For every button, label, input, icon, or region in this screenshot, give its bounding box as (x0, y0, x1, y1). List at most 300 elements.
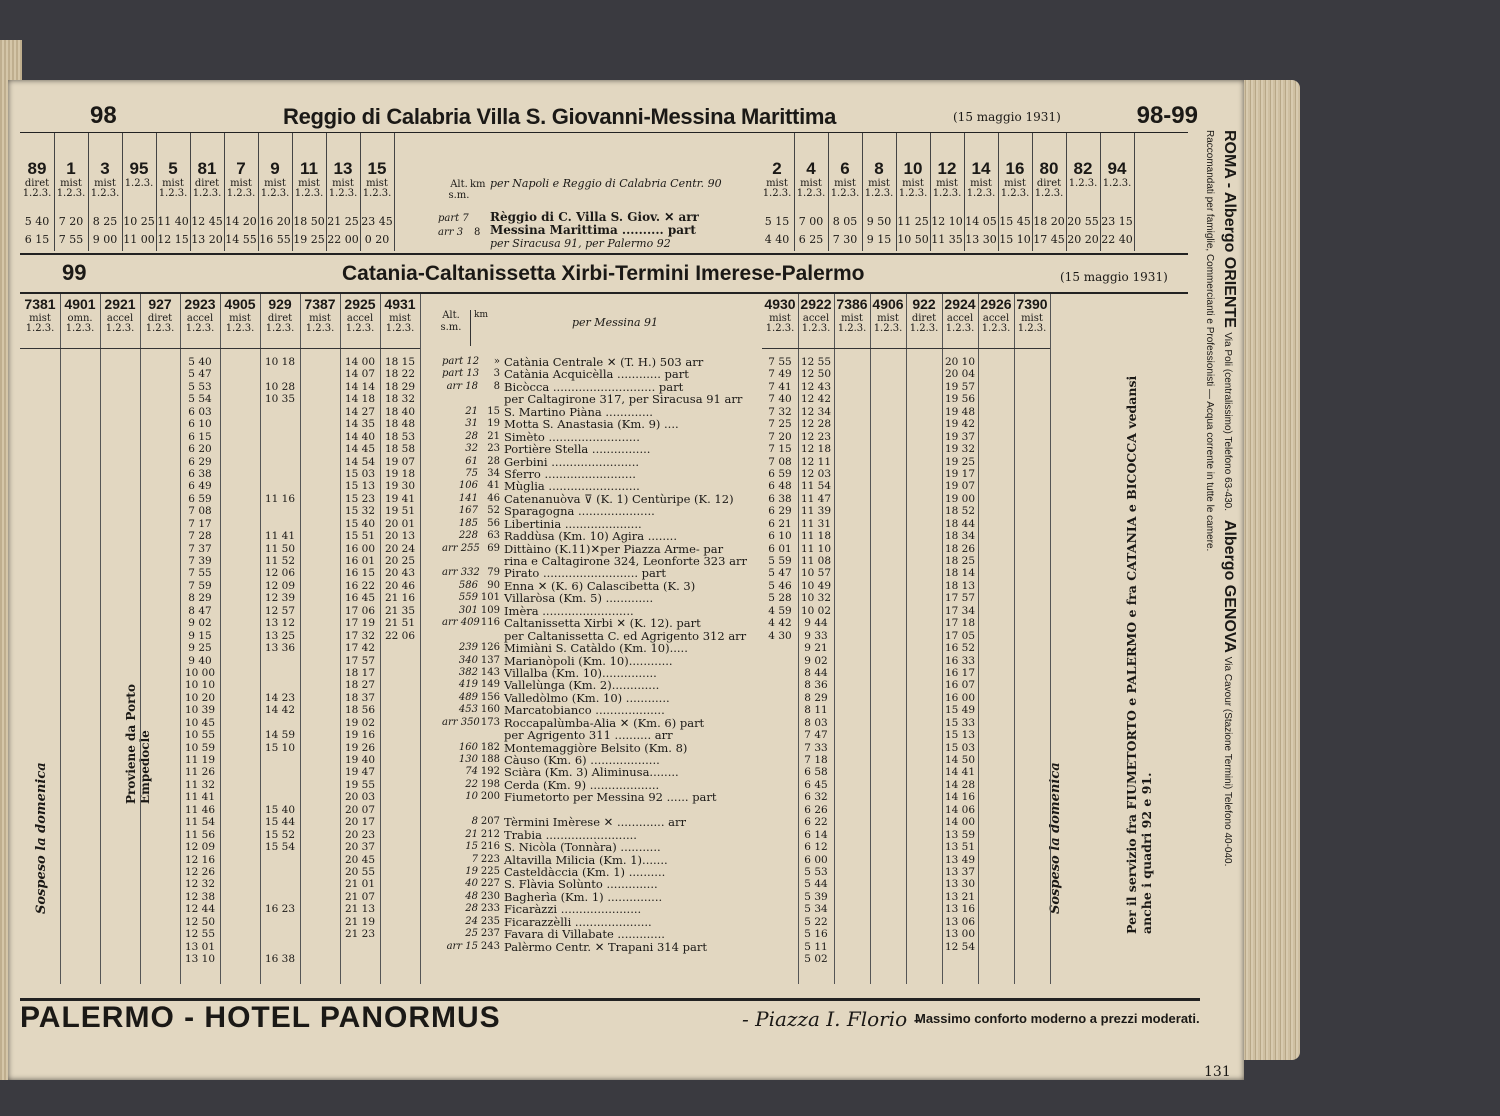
station-altitude: 382 (458, 666, 478, 678)
train-time: 22 40 (1101, 233, 1133, 246)
station-altitude: 167 (458, 505, 478, 517)
train-time: 10 35 (264, 393, 296, 406)
train-time: 6 15 (24, 233, 50, 246)
station-km: 116 (480, 617, 500, 629)
train-time: 13 59 (944, 828, 976, 841)
train-column-99 (906, 294, 943, 984)
train-column-98 (292, 133, 327, 251)
train-time: 9 15 (188, 629, 212, 642)
train-time (260, 878, 300, 890)
train-time: 18 34 (944, 530, 976, 543)
train-time: 5 02 (804, 953, 828, 965)
station-altitude: 185 (458, 517, 478, 529)
train-time: 11 18 (800, 530, 832, 543)
train-time: 20 55 (1067, 215, 1099, 228)
train-time: 4 30 (768, 629, 792, 642)
station-name: Montemaggiòre Belsito (Km. 8) (504, 740, 688, 755)
train-time: 14 35 (344, 418, 376, 431)
station-altitude: 489 (458, 691, 478, 703)
train-time: 11 54 (184, 816, 216, 829)
station-altitude: 301 (458, 604, 478, 616)
station-altitude: arr 409 (442, 617, 480, 629)
station-altitude: 74 (465, 766, 478, 778)
train-time (762, 941, 798, 953)
station-km: 3 (493, 368, 500, 380)
train-header (220, 294, 260, 349)
train-column-98 (760, 133, 795, 251)
station-name: Pirato .......................... part (504, 566, 667, 581)
train-time: 19 25 (293, 233, 325, 246)
station-name: Mùglia ......................... (504, 479, 640, 494)
station-km: 23 (487, 443, 500, 455)
km-2-98: 8 (474, 227, 481, 238)
train-number: 9 (270, 159, 280, 178)
train-time (380, 866, 420, 878)
train-time: 15 03 (344, 467, 376, 480)
train-number: 7390 (1016, 296, 1048, 312)
train-time: 6 29 (188, 455, 212, 468)
train-time: 17 57 (344, 654, 376, 667)
train-time (762, 779, 798, 791)
train-time: 7 37 (188, 542, 212, 555)
train-time: 6 48 (768, 480, 792, 493)
train-header (798, 294, 834, 349)
train-type: mist 1.2.3. (1017, 313, 1047, 334)
train-column-98 (1032, 133, 1067, 251)
train-time: 11 25 (897, 215, 929, 228)
train-number: 15 (367, 159, 387, 178)
train-time: 10 39 (184, 704, 216, 717)
train-time: 20 03 (344, 791, 376, 804)
train-number: 10 (903, 159, 923, 178)
station-messina: Messina Marittima .......... part (490, 223, 696, 237)
train-time: 19 07 (944, 480, 976, 493)
footer-tagline: Massimo conforto moderno a prezzi moderati. (915, 1011, 1200, 1026)
train-time: 6 29 (768, 505, 792, 518)
train-time: 20 04 (944, 368, 976, 381)
side-advert-sub2: Via Cavour (Stazione Termini) Telefono 40-040. (1222, 656, 1233, 867)
train-time: 6 01 (768, 542, 792, 555)
train-number: 8 (874, 159, 884, 178)
station-km: 79 (487, 567, 500, 579)
train-times (180, 356, 220, 965)
train-time: 6 22 (804, 816, 828, 829)
train-time (380, 953, 420, 965)
alt-header-99: Alt. s.m. (432, 310, 471, 346)
train-time: 11 52 (264, 555, 296, 567)
train-number: 7387 (304, 296, 336, 312)
train-time: 11 26 (184, 766, 216, 779)
station-km: 227 (480, 878, 500, 890)
station-block-98 (490, 177, 758, 250)
train-time: 11 47 (800, 492, 832, 505)
train-time: 18 58 (384, 443, 416, 456)
station-km: 216 (480, 841, 500, 853)
train-type: mist 1.2.3. (765, 313, 795, 334)
station-altitude: 21 (465, 405, 478, 417)
train-type: mist 1.2.3. (864, 178, 894, 199)
train-time: 19 40 (344, 754, 376, 766)
train-number: 14 (971, 159, 991, 178)
train-number: 2923 (184, 296, 216, 312)
train-time: 21 01 (344, 878, 376, 891)
train-time: 18 14 (944, 567, 976, 580)
train-time: 16 00 (344, 542, 376, 555)
train-number: 89 (27, 159, 47, 178)
train-time: 5 53 (804, 865, 828, 878)
station-km: 237 (480, 928, 500, 940)
train-time: 13 10 (184, 953, 216, 965)
station-name: Favara di Villabate ............. (504, 927, 665, 942)
train-column-98 (862, 133, 897, 251)
train-time: 6 32 (804, 791, 828, 804)
station-name: Altavilla Milicia (Km. 1)....... (504, 852, 668, 867)
train-number: 929 (268, 296, 292, 312)
station-altitude: 32 (465, 443, 478, 455)
train-time: 12 50 (800, 368, 832, 381)
train-time: 17 57 (944, 592, 976, 605)
train-time (380, 667, 420, 679)
train-time: 20 07 (344, 803, 376, 816)
train-type: mist 1.2.3. (158, 178, 188, 199)
station-name: Libertinia ..................... (504, 516, 642, 531)
via-top: per Napoli e Reggio di Calabria Centr. 90 (490, 177, 722, 190)
train-time (762, 692, 798, 704)
train-type: diret 1.2.3. (145, 313, 175, 334)
train-number: 2926 (980, 296, 1012, 312)
train-type: accel 1.2.3. (981, 313, 1011, 334)
train-time: 11 46 (184, 803, 216, 816)
train-time: 10 55 (184, 729, 216, 742)
train-time: 13 49 (944, 853, 976, 866)
train-time: 17 06 (344, 604, 376, 617)
station-name: per Agrigento 311 .......... arr (504, 728, 673, 743)
train-time: 15 13 (344, 480, 376, 493)
train-time: 10 59 (184, 741, 216, 754)
train-time (260, 779, 300, 791)
train-time: 7 28 (188, 530, 212, 543)
train-time: 8 05 (832, 215, 858, 228)
train-time (380, 941, 420, 953)
train-time (260, 941, 300, 953)
train-time: 14 16 (944, 791, 976, 804)
train-number: 5 (168, 159, 178, 178)
train-time (260, 854, 300, 866)
train-type: mist 1.2.3. (932, 178, 962, 199)
station-km: 233 (480, 903, 500, 915)
train-time: 7 00 (798, 215, 824, 228)
train-time: 14 18 (344, 393, 376, 406)
train-time: 18 37 (344, 691, 376, 704)
train-time (762, 717, 798, 729)
station-altitude: 340 (458, 654, 478, 666)
station-altitude: arr 255 (442, 542, 480, 554)
train-time: 5 15 (764, 215, 790, 228)
station-altitude: arr 332 (442, 567, 480, 579)
station-altitude: 22 (465, 778, 478, 790)
train-time (762, 704, 798, 716)
train-time: 16 01 (344, 555, 376, 567)
train-times (798, 356, 834, 965)
train-header (906, 294, 942, 349)
station-altitude: 586 (458, 579, 478, 591)
station-name: Sferro ......................... (504, 466, 636, 481)
section-99-date: (15 maggio 1931) (1060, 270, 1168, 284)
train-type: accel 1.2.3. (945, 313, 975, 334)
train-time: 12 09 (184, 841, 216, 854)
train-time: 20 01 (384, 517, 416, 530)
station-altitude: 31 (465, 418, 478, 430)
train-time: 19 00 (944, 492, 976, 505)
train-time: 12 45 (191, 215, 223, 228)
train-number: 94 (1107, 159, 1127, 178)
station-altitude: arr 18 (446, 380, 478, 392)
train-time: 9 21 (804, 642, 828, 655)
train-time (380, 692, 420, 704)
train-header (300, 294, 340, 349)
train-time: 7 59 (188, 579, 212, 592)
train-time: 7 08 (188, 505, 212, 518)
train-time: 7 49 (768, 368, 792, 381)
train-number: 7381 (24, 296, 56, 312)
train-type: diret 1.2.3. (22, 178, 52, 199)
train-time: 20 13 (384, 530, 416, 543)
train-time: 11 56 (184, 828, 216, 841)
train-time: 12 38 (184, 890, 216, 903)
train-time: 8 36 (804, 679, 828, 692)
train-time: 17 34 (944, 604, 976, 617)
station-reggio: Règgio di C. Villa S. Giov. ✕ arr (490, 210, 699, 224)
train-header (260, 294, 300, 349)
station-altitude: 106 (458, 480, 478, 492)
train-time: 15 32 (344, 505, 376, 518)
train-column-99 (978, 294, 1015, 984)
train-column-98 (794, 133, 829, 251)
station-altitude: 160 (458, 741, 478, 753)
train-time (260, 866, 300, 878)
train-time: 18 53 (384, 430, 416, 443)
train-time: 12 16 (184, 853, 216, 866)
train-time: 17 19 (344, 617, 376, 630)
train-time: 6 14 (804, 828, 828, 841)
station-altitude: arr 350 (442, 716, 480, 728)
train-column-99 (260, 294, 301, 984)
train-time: 17 18 (944, 617, 976, 630)
train-time: 19 48 (944, 405, 976, 418)
station-name: S. Flàvia Solùnto .............. (504, 877, 658, 892)
route-title-98: Reggio di Calabria Villa S. Giovanni-Messina Marittima (283, 104, 837, 129)
station-altitude: 559 (458, 592, 478, 604)
train-time: 14 50 (944, 754, 976, 766)
station-name: Catenanuòva ⊽ (K. 1) Centùripe (K. 12) (504, 491, 734, 506)
train-column-98 (20, 133, 55, 251)
train-time: 16 17 (944, 666, 976, 679)
train-time (260, 791, 300, 803)
train-time: 18 52 (944, 505, 976, 518)
station-name: S. Nicòla (Tonnàra) ........... (504, 840, 661, 855)
train-time (762, 754, 798, 766)
train-time: 7 32 (768, 405, 792, 418)
station-altitude: 239 (458, 642, 478, 654)
train-time: 21 35 (384, 604, 416, 617)
train-time: 5 47 (768, 567, 792, 580)
station-name: Bicòcca ............................ part (504, 379, 684, 394)
train-column-99 (1014, 294, 1051, 984)
train-time (260, 456, 300, 468)
train-time: 6 10 (188, 418, 212, 431)
page-number-right: 98-99 (1136, 102, 1198, 129)
train-time: 20 25 (384, 555, 416, 567)
train-time: 14 55 (225, 233, 257, 246)
alt-1-98: part 7 (438, 213, 469, 224)
station-name: Marianòpoli (Km. 10)............ (504, 653, 673, 668)
train-time (260, 468, 300, 480)
train-time: 18 29 (384, 380, 416, 393)
train-column-98 (828, 133, 863, 251)
train-time: 11 35 (931, 233, 963, 246)
train-time (380, 854, 420, 866)
train-time: 5 40 (188, 356, 212, 368)
side-advert (1194, 130, 1238, 1010)
train-time: 18 17 (344, 666, 376, 679)
train-time (260, 916, 300, 928)
side-advert-sub1: Via Poli (centralissimo) Telefono 63-430. (1222, 332, 1233, 511)
train-number: 4930 (764, 296, 796, 312)
train-time: 14 42 (264, 704, 296, 717)
train-time (380, 816, 420, 828)
train-header (60, 294, 100, 349)
train-time: 11 19 (184, 754, 216, 766)
train-time (762, 642, 798, 654)
train-time: 12 09 (264, 579, 296, 592)
station-altitude: 141 (458, 492, 478, 504)
station-km: 21 (487, 430, 500, 442)
station-km: 182 (480, 741, 500, 753)
train-time (260, 679, 300, 691)
train-time: 10 45 (184, 716, 216, 729)
station-name: Gerbini ........................ (504, 454, 640, 469)
note-sospeso-right: Sospeso la domenica (1048, 762, 1063, 914)
train-time: 10 57 (800, 567, 832, 580)
train-time (942, 953, 978, 965)
train-time: 10 02 (800, 604, 832, 617)
alt-2-98: arr 3 (438, 227, 464, 238)
train-time: 17 32 (344, 629, 376, 642)
train-time: 12 26 (184, 865, 216, 878)
train-column-99 (942, 294, 979, 984)
train-column-99 (834, 294, 871, 984)
train-time: 13 20 (191, 233, 223, 246)
station-name: Tèrmini Imèrese ✕ ............. arr (504, 815, 686, 830)
km-header-98: km (470, 179, 486, 190)
footer-hotel-name: PALERMO - HOTEL PANORMUS (20, 1001, 501, 1034)
train-number: 7386 (836, 296, 868, 312)
train-time: 10 25 (123, 215, 155, 228)
train-time (260, 891, 300, 903)
train-time: 15 45 (999, 215, 1031, 228)
train-time: 15 10 (999, 233, 1031, 246)
train-time: 14 27 (344, 405, 376, 418)
train-time: 19 30 (384, 480, 416, 493)
station-name: Portière Stella ................ (504, 442, 651, 457)
train-time: 10 18 (264, 356, 296, 368)
train-times (380, 356, 420, 965)
station-km: 207 (480, 816, 500, 828)
train-time: 9 44 (804, 617, 828, 630)
train-time: 15 40 (344, 517, 376, 530)
train-time: 19 37 (944, 430, 976, 443)
train-time: 14 45 (344, 443, 376, 456)
train-time: 11 31 (800, 517, 832, 530)
train-time: 9 40 (188, 654, 212, 667)
train-time (380, 829, 420, 841)
station-name: rina e Caltagirone 324, Leonforte 323 arr (504, 554, 747, 568)
station-km: 243 (480, 940, 500, 952)
train-time (762, 854, 798, 866)
train-column-99 (100, 294, 141, 984)
train-time: 7 41 (768, 380, 792, 393)
train-number: 16 (1005, 159, 1025, 178)
train-header (870, 294, 906, 349)
train-time (340, 941, 380, 953)
train-column-99 (60, 294, 101, 984)
train-time: 13 00 (944, 928, 976, 941)
train-type: mist 1.2.3. (385, 313, 415, 334)
train-number: 2922 (800, 296, 832, 312)
train-time: 21 25 (327, 215, 359, 228)
train-time: 10 28 (264, 380, 296, 393)
train-time: 14 00 (944, 816, 976, 829)
train-time: 13 16 (944, 903, 976, 916)
train-time (762, 903, 798, 915)
train-time: 10 00 (184, 666, 216, 679)
station-km: 41 (487, 480, 500, 492)
train-time: 13 01 (184, 940, 216, 953)
train-time: 8 29 (804, 691, 828, 704)
train-type: 1.2.3. (1068, 178, 1098, 189)
train-time (380, 717, 420, 729)
train-time (762, 679, 798, 691)
train-time: 15 23 (344, 492, 376, 505)
train-time: 11 50 (264, 542, 296, 555)
train-time: 15 40 (264, 803, 296, 816)
section-99-number: 99 (62, 260, 87, 285)
train-time: 14 06 (944, 803, 976, 816)
train-time: 5 34 (804, 903, 828, 916)
train-time: 20 55 (344, 865, 376, 878)
station-km: 69 (487, 542, 500, 554)
train-time: 5 59 (768, 555, 792, 567)
train-number: 95 (129, 159, 149, 178)
station-km: 52 (487, 505, 500, 517)
train-type: mist 1.2.3. (328, 178, 358, 199)
train-header (834, 294, 870, 349)
station-name: Trabia ......................... (504, 827, 637, 842)
station-km: 160 (480, 704, 500, 716)
train-time: 4 42 (768, 617, 792, 630)
station-name: per Caltanissetta C. ed Agrigento 312 arr (504, 628, 747, 643)
train-time: 11 08 (800, 555, 832, 567)
train-time: 11 41 (184, 791, 216, 804)
train-time: 13 21 (944, 890, 976, 903)
side-advert-title2: Albergo GENOVA (1221, 519, 1238, 653)
train-time (260, 368, 300, 380)
side-advert-sub3: Raccomandati per famiglie, Commercianti e Professionisti — Acqua corrente in tutte le camere. (1204, 130, 1215, 552)
station-km: 90 (487, 579, 500, 591)
train-time: 7 33 (804, 741, 828, 754)
train-time: 21 07 (344, 890, 376, 903)
train-time: 5 46 (768, 579, 792, 592)
